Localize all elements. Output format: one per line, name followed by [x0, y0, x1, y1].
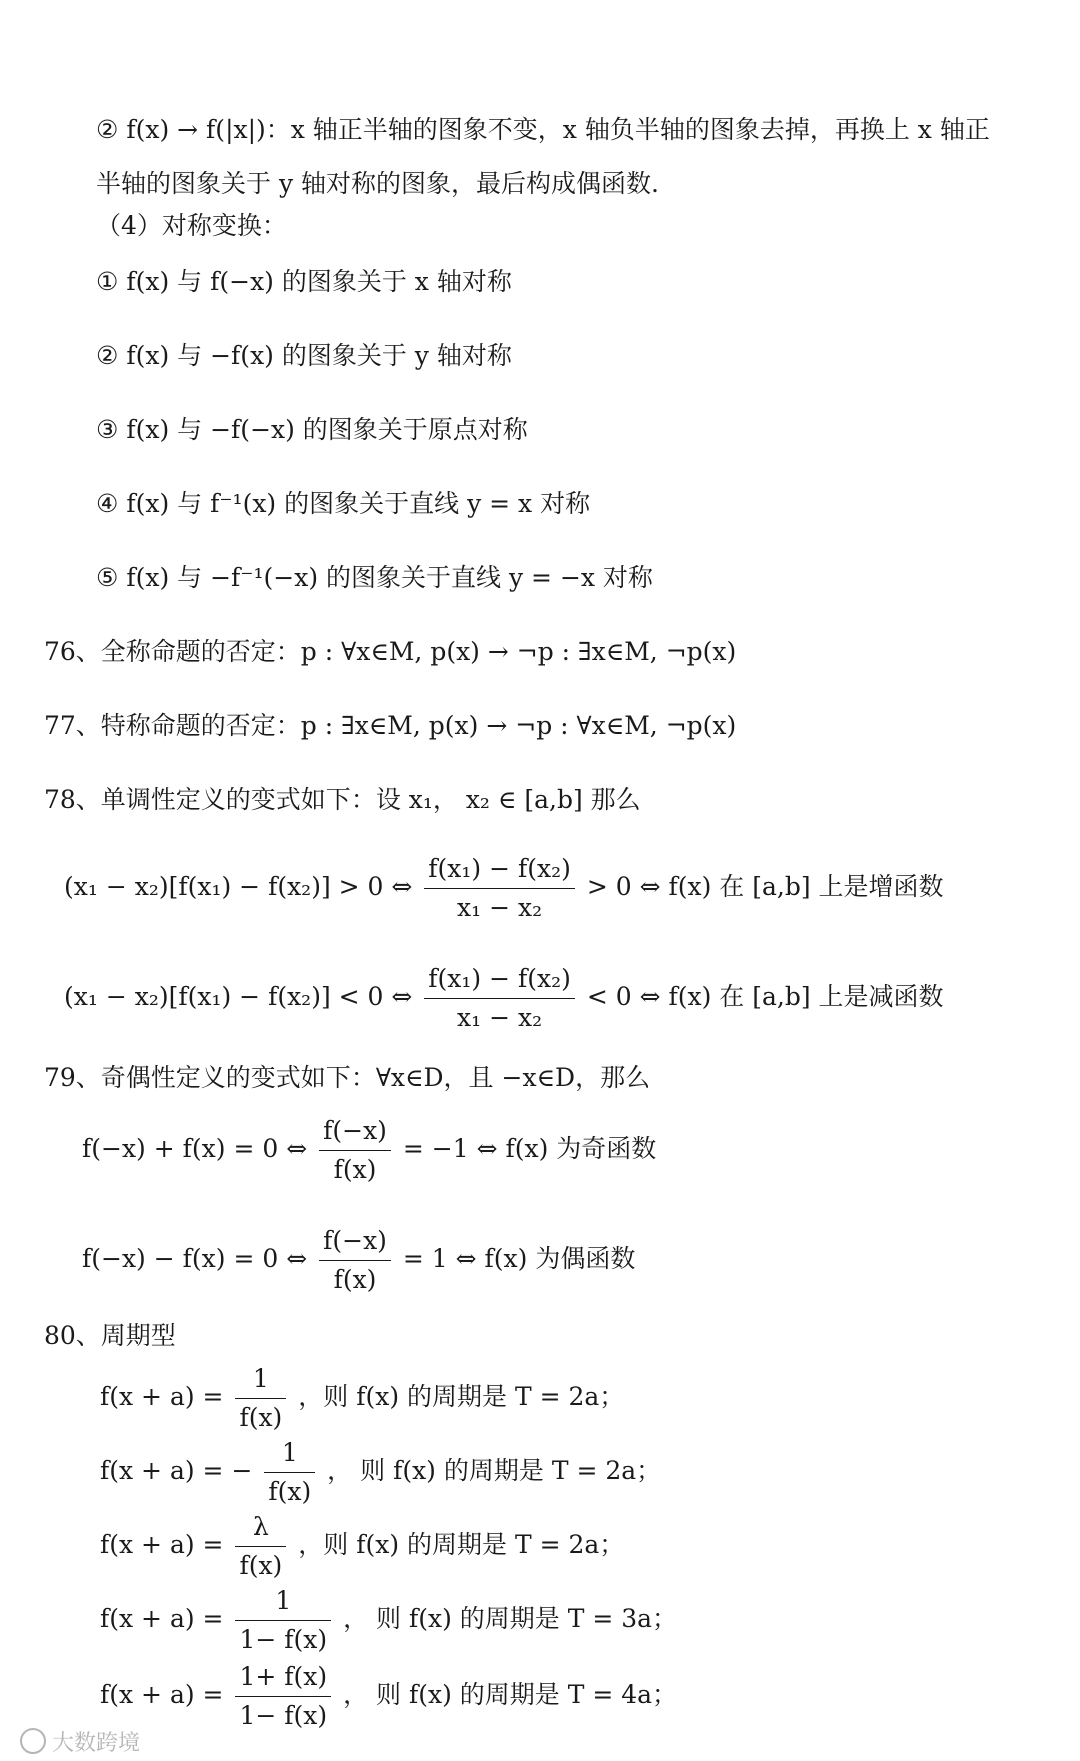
formula-increasing-right: > 0 ⇔ f(x) 在 [a,b] 上是增函数: [586, 872, 944, 901]
fraction-denominator: f(x): [268, 1477, 312, 1506]
item-79: 79、奇偶性定义的变式如下：∀x∈D，且 −x∈D，那么: [44, 1063, 651, 1092]
period-left: f(x + a) = −: [100, 1456, 253, 1485]
period-fraction: [235, 1362, 286, 1435]
period-fraction: [235, 1660, 331, 1733]
fraction-numerator: f(−x): [319, 1224, 391, 1261]
fraction-numerator: λ: [235, 1510, 286, 1547]
fraction-odd: [319, 1114, 391, 1187]
line-symmetry-3: ③ f(x) 与 −f(−x) 的图象关于原点对称: [96, 415, 528, 444]
formula-decreasing-left: (x₁ − x₂)[f(x₁) − f(x₂)] < 0 ⇔: [64, 982, 413, 1011]
line-symmetry-2: ② f(x) 与 −f(x) 的图象关于 y 轴对称: [96, 341, 512, 370]
fraction-denominator: f(x): [333, 1155, 377, 1184]
fraction-denominator: f(x): [333, 1265, 377, 1294]
formula-odd-left: f(−x) + f(x) = 0 ⇔: [82, 1134, 308, 1163]
period-right: ，则 f(x) 的周期是 T = 2a；: [298, 1382, 625, 1411]
period-formula-1: [100, 1362, 624, 1435]
period-fraction: [264, 1436, 315, 1509]
fraction-numerator: 1: [264, 1436, 315, 1473]
formula-even-left: f(−x) − f(x) = 0 ⇔: [82, 1244, 308, 1273]
line-abs-transform-2: 半轴的图象关于 y 轴对称的图象，最后构成偶函数.: [96, 169, 659, 198]
period-right: ，则 f(x) 的周期是 T = 2a；: [298, 1530, 625, 1559]
item-77: 77、特称命题的否定：p : ∃x∈M, p(x) → ¬p : ∀x∈M, ¬p(x): [44, 711, 737, 740]
line-symmetry-heading: （4）对称变换：: [96, 211, 287, 240]
period-fraction: [235, 1510, 286, 1583]
fraction-even: [319, 1224, 391, 1297]
fraction-numerator: f(−x): [319, 1114, 391, 1151]
period-formula-4: [100, 1584, 677, 1657]
period-left: f(x + a) =: [100, 1680, 224, 1709]
watermark-text: 大数跨境: [52, 1731, 141, 1756]
period-left: f(x + a) =: [100, 1530, 224, 1559]
formula-odd-right: = −1 ⇔ f(x) 为奇函数: [402, 1134, 657, 1163]
fraction-numerator: 1: [235, 1584, 331, 1621]
formula-even: [82, 1224, 635, 1297]
line-abs-transform-1: ② f(x) → f(|x|)：x 轴正半轴的图象不变，x 轴负半轴的图象去掉，再换上 x 轴正: [96, 115, 990, 144]
item-76: 76、全称命题的否定：p : ∀x∈M, p(x) → ¬p : ∃x∈M, ¬p(x): [44, 637, 737, 666]
fraction-numerator: f(x₁) − f(x₂): [424, 852, 575, 889]
period-right: ， 则 f(x) 的周期是 T = 2a；: [327, 1456, 662, 1485]
period-left: f(x + a) =: [100, 1604, 224, 1633]
line-symmetry-1: ① f(x) 与 f(−x) 的图象关于 x 轴对称: [96, 267, 512, 296]
period-formula-3: [100, 1510, 624, 1583]
watermark: [20, 1726, 140, 1757]
fraction-denominator: x₁ − x₂: [457, 1003, 543, 1032]
formula-decreasing-right: < 0 ⇔ f(x) 在 [a,b] 上是减函数: [586, 982, 944, 1011]
period-fraction: [235, 1584, 331, 1657]
line-symmetry-5: ⑤ f(x) 与 −f⁻¹(−x) 的图象关于直线 y = −x 对称: [96, 563, 653, 592]
item-80: 80、周期型: [44, 1321, 176, 1350]
formula-increasing: [64, 852, 944, 925]
period-right: ， 则 f(x) 的周期是 T = 4a；: [343, 1680, 678, 1709]
item-78: 78、单调性定义的变式如下：设 x₁， x₂ ∈ [a,b] 那么: [44, 785, 641, 814]
formula-even-right: = 1 ⇔ f(x) 为偶函数: [402, 1244, 636, 1273]
fraction-decreasing: [424, 962, 575, 1035]
fraction-denominator: f(x): [239, 1403, 283, 1432]
formula-odd: [82, 1114, 656, 1187]
fraction-denominator: 1− f(x): [239, 1701, 328, 1730]
fraction-numerator: f(x₁) − f(x₂): [424, 962, 575, 999]
fraction-increasing: [424, 852, 575, 925]
fraction-numerator: 1+ f(x): [235, 1660, 331, 1697]
line-symmetry-4: ④ f(x) 与 f⁻¹(x) 的图象关于直线 y = x 对称: [96, 489, 591, 518]
watermark-logo-icon: [20, 1728, 46, 1754]
period-formula-2: [100, 1436, 661, 1509]
formula-increasing-left: (x₁ − x₂)[f(x₁) − f(x₂)] > 0 ⇔: [64, 872, 413, 901]
fraction-denominator: f(x): [239, 1551, 283, 1580]
period-left: f(x + a) =: [100, 1382, 224, 1411]
fraction-denominator: 1− f(x): [239, 1625, 328, 1654]
period-right: ， 则 f(x) 的周期是 T = 3a；: [343, 1604, 678, 1633]
period-formula-5: [100, 1660, 677, 1733]
formula-decreasing: [64, 962, 944, 1035]
fraction-numerator: 1: [235, 1362, 286, 1399]
fraction-denominator: x₁ − x₂: [457, 893, 543, 922]
